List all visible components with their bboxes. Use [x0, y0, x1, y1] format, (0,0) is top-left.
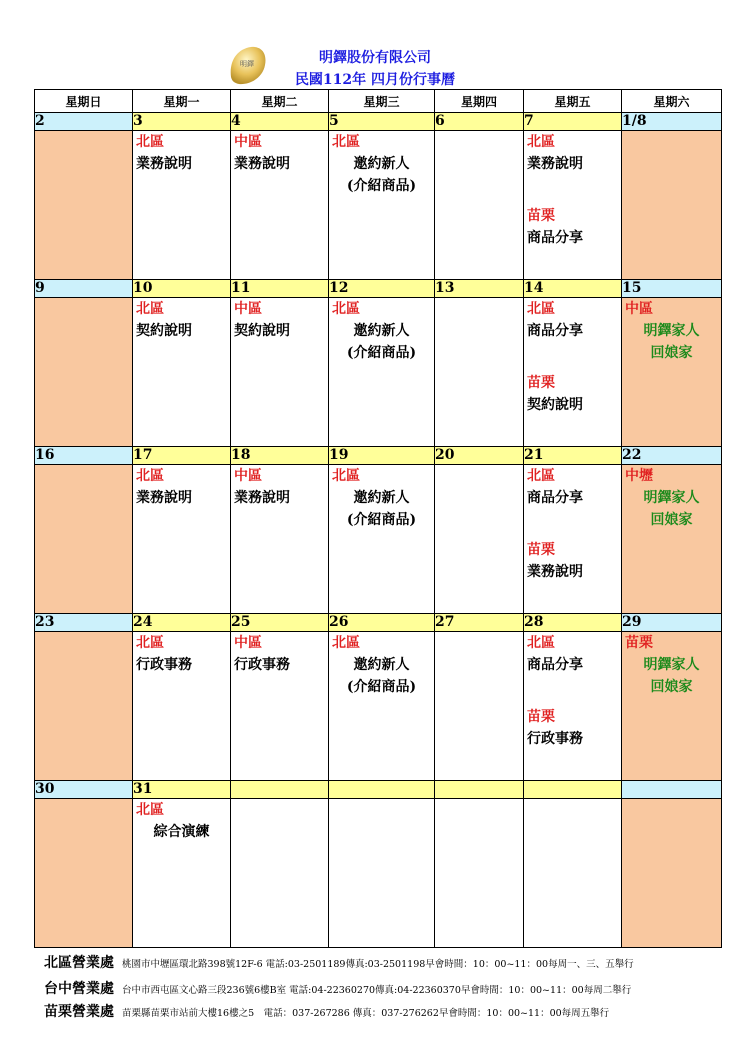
office-info: [44, 952, 634, 972]
event-activity: 邀約新人: [353, 156, 410, 172]
event-activity: 回娘家: [650, 679, 693, 695]
calendar-event: [524, 298, 621, 342]
office-name: 台中營業處: [44, 981, 114, 997]
date-cell-mon: 10: [133, 280, 231, 298]
day-cell-mon: [133, 131, 231, 280]
date-cell-tue: 4: [231, 113, 329, 131]
event-region: 北區: [332, 134, 360, 150]
event-region: 苗栗: [625, 635, 653, 651]
event-region: 中壢: [625, 468, 653, 484]
event-activity: 業務說明: [527, 156, 583, 172]
event-region: 北區: [332, 468, 360, 484]
date-cell-sat: 15: [622, 280, 722, 298]
calendar-event: [133, 465, 230, 509]
weekday-mon: 星期一: [133, 90, 231, 113]
event-activity: 商品分享: [527, 657, 583, 673]
day-cell-mon: [133, 632, 231, 781]
calendar-event: [524, 706, 621, 750]
date-cell-tue: 18: [231, 447, 329, 465]
calendar-event: [133, 799, 230, 843]
day-cell-tue: [231, 632, 329, 781]
event-activity: 明鐸家人: [643, 323, 700, 339]
event-region: 北區: [527, 301, 555, 317]
event-region: 北區: [136, 635, 164, 651]
event-activity: (介紹商品): [346, 178, 417, 194]
event-activity: 商品分享: [527, 490, 583, 506]
day-cell-fri: [524, 298, 622, 447]
day-cell-sun: [35, 465, 133, 614]
date-cell-sun: 9: [35, 280, 133, 298]
company-title: 明鐸股份有限公司: [319, 50, 431, 66]
event-region: 北區: [332, 635, 360, 651]
event-region: 北區: [527, 635, 555, 651]
event-row: [35, 632, 722, 781]
event-region: 中區: [234, 301, 262, 317]
day-cell-mon: [133, 298, 231, 447]
date-cell-tue: [231, 781, 329, 799]
calendar-event: [231, 298, 328, 342]
event-activity: 邀約新人: [353, 657, 410, 673]
date-row: [35, 280, 722, 298]
day-cell-sun: [35, 632, 133, 781]
day-cell-fri: [524, 632, 622, 781]
day-cell-wed: [329, 799, 435, 948]
date-row: [35, 113, 722, 131]
date-cell-sun: 16: [35, 447, 133, 465]
calendar-event: [329, 131, 434, 197]
weekday-fri: 星期五: [524, 90, 622, 113]
date-cell-wed: 5: [329, 113, 435, 131]
office-info: [44, 1001, 609, 1021]
day-cell-mon: [133, 465, 231, 614]
event-region: 北區: [136, 301, 164, 317]
event-activity: 業務說明: [234, 156, 290, 172]
event-region: 中區: [234, 134, 262, 150]
day-cell-wed: [329, 632, 435, 781]
calendar-event: [524, 465, 621, 509]
calendar-event: [133, 632, 230, 676]
calendar-event: [231, 632, 328, 676]
date-cell-mon: 31: [133, 781, 231, 799]
event-row: [35, 799, 722, 948]
event-region: 北區: [527, 134, 555, 150]
day-cell-wed: [329, 131, 435, 280]
date-cell-sat: 22: [622, 447, 722, 465]
event-activity: 行政事務: [136, 657, 192, 673]
event-region: 中區: [234, 468, 262, 484]
event-activity: 行政事務: [527, 731, 583, 747]
calendar-event: [524, 632, 621, 676]
date-cell-thu: [435, 781, 524, 799]
weekday-wed: 星期三: [329, 90, 435, 113]
date-cell-fri: 21: [524, 447, 622, 465]
event-region: 中區: [234, 635, 262, 651]
event-activity: 明鐸家人: [643, 490, 700, 506]
weekday-sun: 星期日: [35, 90, 133, 113]
event-activity: 回娘家: [650, 345, 693, 361]
date-cell-thu: 20: [435, 447, 524, 465]
calendar-event: [231, 465, 328, 509]
event-activity: 明鐸家人: [643, 657, 700, 673]
event-activity: 契約說明: [234, 323, 290, 339]
day-cell-fri: [524, 799, 622, 948]
office-name: 苗栗營業處: [44, 1004, 114, 1020]
event-activity: 業務說明: [234, 490, 290, 506]
calendar-table: [34, 89, 722, 948]
day-cell-fri: [524, 465, 622, 614]
day-cell-sun: [35, 799, 133, 948]
event-region: 苗栗: [527, 375, 555, 391]
event-region: 北區: [136, 468, 164, 484]
date-cell-sat: [622, 781, 722, 799]
calendar-event: [133, 298, 230, 342]
day-cell-mon: [133, 799, 231, 948]
date-cell-sat: 29: [622, 614, 722, 632]
day-cell-thu: [435, 465, 524, 614]
event-row: [35, 465, 722, 614]
event-region: 北區: [527, 468, 555, 484]
date-row: [35, 781, 722, 799]
calendar-event: [133, 131, 230, 175]
day-cell-thu: [435, 632, 524, 781]
day-cell-sun: [35, 131, 133, 280]
office-contact: 桃園市中壢區環北路398號12F-6 電話:03-2501189傳真:03-2501198早會時間：10：00~11：00每周一、三、五舉行: [122, 959, 634, 970]
event-activity: 回娘家: [650, 512, 693, 528]
event-region: 北區: [136, 134, 164, 150]
event-region: 苗栗: [527, 208, 555, 224]
event-activity: 契約說明: [136, 323, 192, 339]
day-cell-sat: [622, 131, 722, 280]
event-activity: 邀約新人: [353, 490, 410, 506]
event-activity: 業務說明: [136, 156, 192, 172]
office-contact: 苗栗縣苗栗市站前大樓16樓之5 電話：037-267286 傳真：037-276262早會時間：10：00~11：00每周五舉行: [122, 1008, 610, 1019]
date-cell-fri: 28: [524, 614, 622, 632]
weekday-header-row: [35, 90, 722, 113]
weekday-sat: 星期六: [622, 90, 722, 113]
date-cell-wed: 26: [329, 614, 435, 632]
date-cell-tue: 11: [231, 280, 329, 298]
day-cell-fri: [524, 131, 622, 280]
day-cell-sun: [35, 298, 133, 447]
day-cell-thu: [435, 298, 524, 447]
date-cell-wed: 19: [329, 447, 435, 465]
event-activity: 綜合演練: [153, 824, 210, 840]
svg-text:明鐸: 明鐸: [240, 60, 254, 68]
event-region: 苗栗: [527, 542, 555, 558]
date-cell-thu: 6: [435, 113, 524, 131]
date-cell-sat: 1/8: [622, 113, 722, 131]
day-cell-sat: [622, 298, 722, 447]
day-cell-thu: [435, 799, 524, 948]
date-cell-sun: 2: [35, 113, 133, 131]
calendar-event: [622, 632, 721, 698]
day-cell-thu: [435, 131, 524, 280]
date-cell-sun: 23: [35, 614, 133, 632]
calendar-event: [524, 205, 621, 249]
date-cell-fri: 7: [524, 113, 622, 131]
day-cell-wed: [329, 298, 435, 447]
event-activity: 業務說明: [527, 564, 583, 580]
date-cell-sun: 30: [35, 781, 133, 799]
event-activity: 商品分享: [527, 323, 583, 339]
calendar-subtitle: 民國112年 四月份行事曆: [294, 72, 456, 88]
day-cell-wed: [329, 465, 435, 614]
event-activity: 業務說明: [136, 490, 192, 506]
date-row: [35, 614, 722, 632]
day-cell-tue: [231, 465, 329, 614]
day-cell-tue: [231, 799, 329, 948]
event-activity: (介紹商品): [346, 679, 417, 695]
date-cell-wed: 12: [329, 280, 435, 298]
calendar-event: [231, 131, 328, 175]
office-info: [44, 978, 631, 998]
date-cell-tue: 25: [231, 614, 329, 632]
event-activity: (介紹商品): [346, 345, 417, 361]
day-cell-sat: [622, 799, 722, 948]
event-activity: 商品分享: [527, 230, 583, 246]
calendar-event: [329, 465, 434, 531]
date-cell-mon: 3: [133, 113, 231, 131]
event-row: [35, 131, 722, 280]
date-row: [35, 447, 722, 465]
calendar-event: [329, 632, 434, 698]
day-cell-sat: [622, 632, 722, 781]
weekday-tue: 星期二: [231, 90, 329, 113]
event-activity: (介紹商品): [346, 512, 417, 528]
event-activity: 行政事務: [234, 657, 290, 673]
calendar-event: [524, 372, 621, 416]
event-activity: 邀約新人: [353, 323, 410, 339]
date-cell-thu: 27: [435, 614, 524, 632]
calendar-event: [329, 298, 434, 364]
date-cell-fri: [524, 781, 622, 799]
office-name: 北區營業處: [44, 955, 114, 971]
event-row: [35, 298, 722, 447]
event-region: 北區: [332, 301, 360, 317]
event-region: 中區: [625, 301, 653, 317]
event-region: 苗栗: [527, 709, 555, 725]
office-contact: 台中市西屯區文心路三段236號6樓B室 電話:04-22360270傳真:04-22360370早會時間：10：00~11：00每周二舉行: [122, 985, 632, 996]
date-cell-fri: 14: [524, 280, 622, 298]
day-cell-tue: [231, 131, 329, 280]
calendar-event: [622, 298, 721, 364]
calendar-event: [524, 131, 621, 175]
date-cell-mon: 17: [133, 447, 231, 465]
event-activity: 契約說明: [527, 397, 583, 413]
day-cell-sat: [622, 465, 722, 614]
event-region: 北區: [136, 802, 164, 818]
day-cell-tue: [231, 298, 329, 447]
calendar-event: [524, 539, 621, 583]
date-cell-thu: 13: [435, 280, 524, 298]
date-cell-wed: [329, 781, 435, 799]
weekday-thu: 星期四: [435, 90, 524, 113]
calendar-event: [622, 465, 721, 531]
date-cell-mon: 24: [133, 614, 231, 632]
